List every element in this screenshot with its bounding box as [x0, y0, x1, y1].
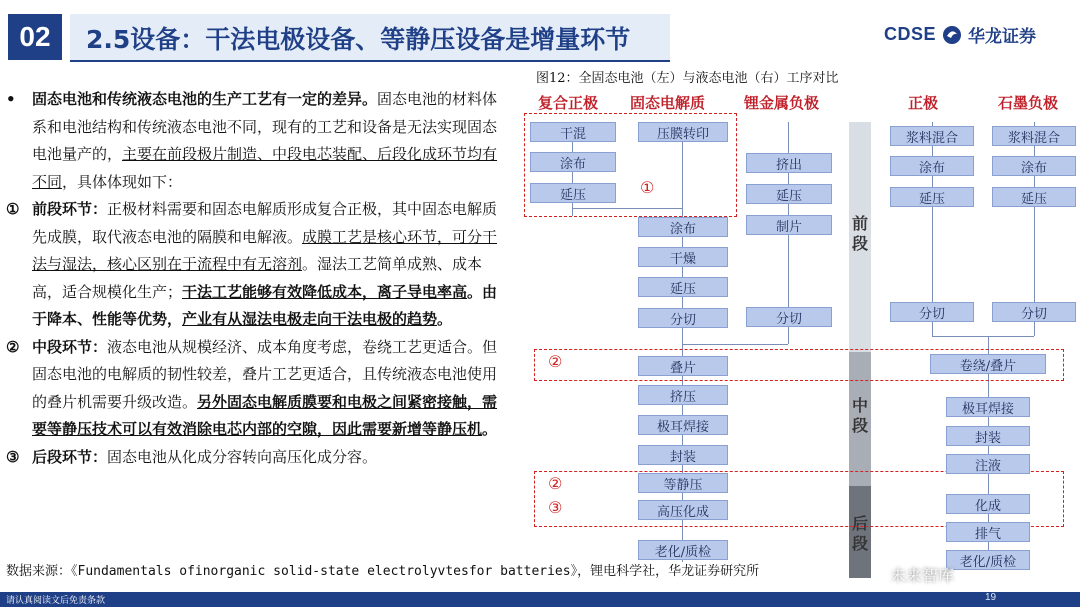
process-step: 分切: [992, 302, 1076, 322]
marker-circle-three: ③: [548, 498, 563, 517]
title-underline: [70, 60, 670, 62]
process-step: 浆料混合: [992, 126, 1076, 146]
paragraph-intro: [6, 86, 506, 196]
footer-bar: [0, 592, 1080, 607]
middle-bold: 另外固态电解质膜要和电极之间紧密接触，需要等静压技术可以有效消除电芯内部的空隙，因此需要新增等静压机: [32, 392, 498, 438]
process-step: 分切: [746, 307, 832, 327]
marker-circle-two: ②: [548, 352, 563, 371]
process-step: 延压: [638, 277, 728, 297]
process-step: 排气: [946, 522, 1030, 542]
process-step: 卷绕/叠片: [930, 354, 1046, 374]
front-bold-c: 产业有从湿法电极走向干法电极的趋势: [182, 310, 438, 328]
bullet-icon: •: [6, 90, 16, 108]
process-step: 涂布: [890, 156, 974, 176]
middle-head: 中段环节：: [32, 337, 108, 356]
process-step: 干燥: [638, 247, 728, 267]
process-step: 涂布: [638, 217, 728, 237]
marker-two: ②: [6, 337, 20, 356]
data-source: 数据来源：《Fundamentals ofinorganic solid-state electrolyvtesfor batteries》，锂电科学社，华龙证券研究所: [6, 564, 760, 579]
process-step: 封装: [638, 445, 728, 465]
process-step: 涂布: [992, 156, 1076, 176]
paragraph-middle: [6, 334, 506, 444]
col-head-solid-electrolyte: 固态电解质: [630, 94, 706, 112]
stage-label-middle: 中段: [851, 396, 868, 435]
process-step: 涂布: [530, 152, 616, 172]
intro-underlined: 主要在前段极片制造、中段电芯装配、后段化成环节均有不同: [32, 145, 498, 191]
intro-tail: ，具体体现如下：: [62, 172, 183, 191]
paragraph-front: [6, 196, 506, 334]
process-step: 封装: [946, 426, 1030, 446]
middle-period: 。: [482, 420, 498, 438]
marker-circle-one: ①: [640, 178, 655, 197]
col-head-lithium-anode: 锂金属负极: [744, 94, 820, 112]
front-bold-a: 干法工艺能够有效降低成本，离子导电率高: [182, 282, 468, 301]
process-step: 浆料混合: [890, 126, 974, 146]
process-step: 延压: [530, 183, 616, 203]
process-step: 延压: [746, 184, 832, 204]
process-step: 极耳焊接: [946, 397, 1030, 417]
back-head: 后段环节：: [32, 447, 108, 466]
front-period: 。: [437, 310, 453, 328]
process-step: 注液: [946, 454, 1030, 474]
stage-label-front: 前段: [851, 214, 868, 253]
col-head-composite-cathode: 复合正极: [538, 94, 599, 112]
process-step: 挤出: [746, 153, 832, 173]
process-step: 化成: [946, 494, 1030, 514]
front-head: 前段环节：: [32, 200, 108, 218]
intro-text: 固态电池的材料体系和电池结构和传统液态电池不同，现有的工艺和设备是无法实现固态电池量产的，: [32, 90, 498, 163]
stage-label-back: 后段: [851, 514, 868, 553]
front-text-a: 正极材料需要和固态电解质形成复合正极，其中固态电解质先成膜，取代液态电池的隔膜和电解液。: [32, 200, 498, 246]
logo-cn: 华龙证券: [968, 27, 1037, 47]
col-head-cathode: 正极: [908, 94, 939, 112]
process-step: 高压化成: [638, 500, 728, 520]
paragraph-back: [6, 444, 506, 472]
page-number: 19: [985, 592, 997, 603]
process-step: 等静压: [638, 473, 728, 493]
marker-one: ①: [6, 200, 20, 218]
middle-text: 液态电池从规模经济、成本角度考虑，卷绕工艺更适合。但固态电池的电解质的韧性较差，叠片工艺更适合，且传统液态电池使用的叠片机需要升级改造。: [32, 337, 498, 411]
front-underlined-a: 成膜工艺是核心环节，可分干法与湿法，核心区别在于流程中有无溶剂: [32, 227, 498, 273]
figure-caption: 图12：全固态电池（左）与液态电池（右）工序对比: [536, 71, 839, 86]
process-step: 压膜转印: [638, 122, 728, 142]
marker-circle-two-b: ②: [548, 474, 563, 493]
marker-three: ③: [6, 447, 20, 466]
section-number: 02: [8, 14, 62, 60]
process-step: 延压: [992, 187, 1076, 207]
footer-disclaimer: 请认真阅读文后免责条款: [6, 596, 106, 606]
process-step: 老化/质检: [946, 550, 1030, 570]
process-step: 老化/质检: [638, 540, 728, 560]
front-text-b: 。湿法工艺简单成熟、成本高，适合规模化生产；: [32, 255, 483, 301]
company-logo: [884, 22, 1036, 47]
connector-line: [682, 344, 788, 345]
process-step: 分切: [638, 308, 728, 328]
intro-lead: 固态电池和传统液态电池的生产工艺有一定的差异。: [32, 90, 378, 108]
process-step: 挤压: [638, 385, 728, 405]
connector-line: [932, 336, 1034, 337]
logo-en: CDSE: [884, 24, 937, 44]
body-text: [6, 86, 506, 471]
page-title: 2.5设备：干法电极设备、等静压设备是增量环节: [86, 25, 631, 54]
front-bold-b: 。由于降本、性能等优势，: [32, 282, 498, 328]
process-step: 叠片: [638, 356, 728, 376]
process-step: 分切: [890, 302, 974, 322]
back-text: 固态电池从化成分容转向高压化成分容。: [107, 447, 378, 466]
process-step: 制片: [746, 215, 832, 235]
dragon-logo-icon: [942, 25, 962, 45]
watermark: 未来智库: [890, 566, 955, 585]
process-step: 极耳焊接: [638, 415, 728, 435]
col-head-graphite-anode: 石墨负极: [998, 94, 1059, 112]
process-step: 干混: [530, 122, 616, 142]
process-step: 延压: [890, 187, 974, 207]
